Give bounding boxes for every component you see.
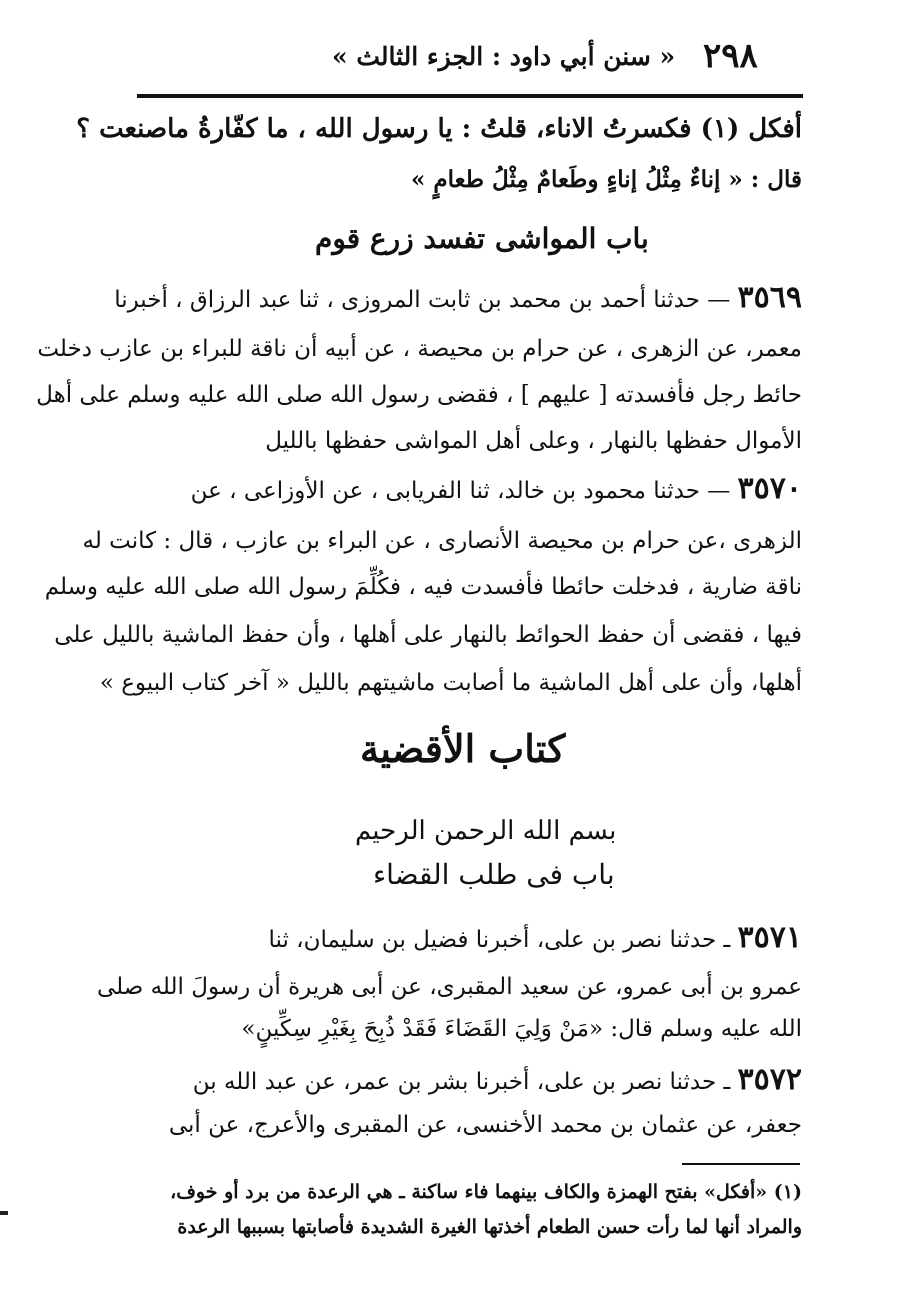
text-line-2: قال : « إناءٌ مِثْلُ إناءٍ وطَعامٌ مِثْلُ طعامٍ » xyxy=(410,166,802,193)
hadith-number: ٣٥٧٢ xyxy=(737,1062,802,1097)
page-number: ٢٩٨ xyxy=(703,36,758,76)
hadith-text: — حدثنا أحمد بن محمد بن ثابت المروزى ، ثنا عبد الرزاق ، أخبرنا xyxy=(114,287,731,313)
hadith-3572-line-2: جعفر، عن عثمان بن محمد الأخنسى، عن المقبرى والأعرج، عن أبى xyxy=(168,1112,802,1138)
hadith-number: ٣٥٧٠ xyxy=(737,471,802,506)
hadith-number: ٣٥٧١ xyxy=(737,920,802,955)
hadith-3571-line-2: عمرو بن أبى عمرو، عن سعيد المقبرى، عن أبى هريرة أن رسولَ الله صلى xyxy=(96,974,802,1000)
hadith-3571-line-3: الله عليه وسلم قال: «مَنْ وَلِيَ القَضَاءَ فَقَدْ ذُبِحَ بِغَيْرِ سِكِّينٍ» xyxy=(241,1016,802,1042)
header-rule xyxy=(137,94,803,98)
section-title-2: باب فى طلب القضاء xyxy=(373,858,615,891)
hadith-3569-line-4: الأموال حفظها بالنهار ، وعلى أهل المواشى حفظها بالليل xyxy=(265,428,802,454)
running-title: « سنن أبي داود : الجزء الثالث » xyxy=(332,42,676,71)
hadith-3572-line-1 xyxy=(192,1062,802,1097)
section-title-1: باب المواشى تفسد زرع قوم xyxy=(315,222,649,255)
hadith-number: ٣٥٦٩ xyxy=(737,280,802,315)
hadith-text: — حدثنا محمود بن خالد، ثنا الفريابى ، عن الأوزاعى ، عن xyxy=(190,478,731,504)
footnote-rule xyxy=(682,1163,800,1165)
scan-edge-mark xyxy=(0,1211,8,1215)
text-line-1: أفكل (١) فكسرتُ الاناء، قلتُ : يا رسول الله ، ما كفّارةُ ماصنعت ؟ xyxy=(76,114,802,144)
basmala: بسم الله الرحمن الرحيم xyxy=(355,816,617,846)
hadith-3570-line-2: الزهرى ،عن حرام بن محيصة الأنصارى ، عن البراء بن عازب ، قال : كانت له xyxy=(82,528,802,554)
hadith-3570-line-3: ناقة ضارية ، فدخلت حائطا فأفسدت فيه ، فكُلِّمَ رسول الله صلى الله عليه وسلم xyxy=(44,574,802,600)
book-title: كتاب الأقضية xyxy=(360,726,566,771)
hadith-3570-line-1 xyxy=(190,471,802,506)
hadith-3570-line-5: أهلها، وأن على أهل الماشية ما أصابت ماشيتهم بالليل « آخر كتاب البيوع » xyxy=(99,670,802,696)
hadith-3571-line-1 xyxy=(268,920,802,955)
hadith-3570-line-4: فيها ، فقضى أن حفظ الحوائط بالنهار على أهلها ، وأن حفظ الماشية بالليل على xyxy=(54,622,802,648)
hadith-3569-line-2: معمر، عن الزهرى ، عن حرام بن محيصة ، عن أبيه أن ناقة للبراء بن عازب دخلت xyxy=(37,336,802,362)
hadith-3569-line-1 xyxy=(102,280,802,315)
footnote-line-1: (١) «أفكل» بفتح الهمزة والكاف بينهما فاء ساكنة ـ هي الرعدة من برد أو خوف، xyxy=(170,1181,802,1203)
hadith-text: ـ حدثنا نصر بن على، أخبرنا فضيل بن سليمان، ثنا xyxy=(268,927,731,953)
hadith-3569-line-3: حائط رجل فأفسدته [ عليهم ] ، فقضى رسول الله صلى الله عليه وسلم على أهل xyxy=(36,382,802,408)
hadith-text: ـ حدثنا نصر بن على، أخبرنا بشر بن عمر، عن عبد الله بن xyxy=(192,1069,731,1095)
footnote-line-2: والمراد أنها لما رأت حسن الطعام أخذتها الغيرة الشديدة فأصابتها بسببها الرعدة xyxy=(177,1216,802,1238)
